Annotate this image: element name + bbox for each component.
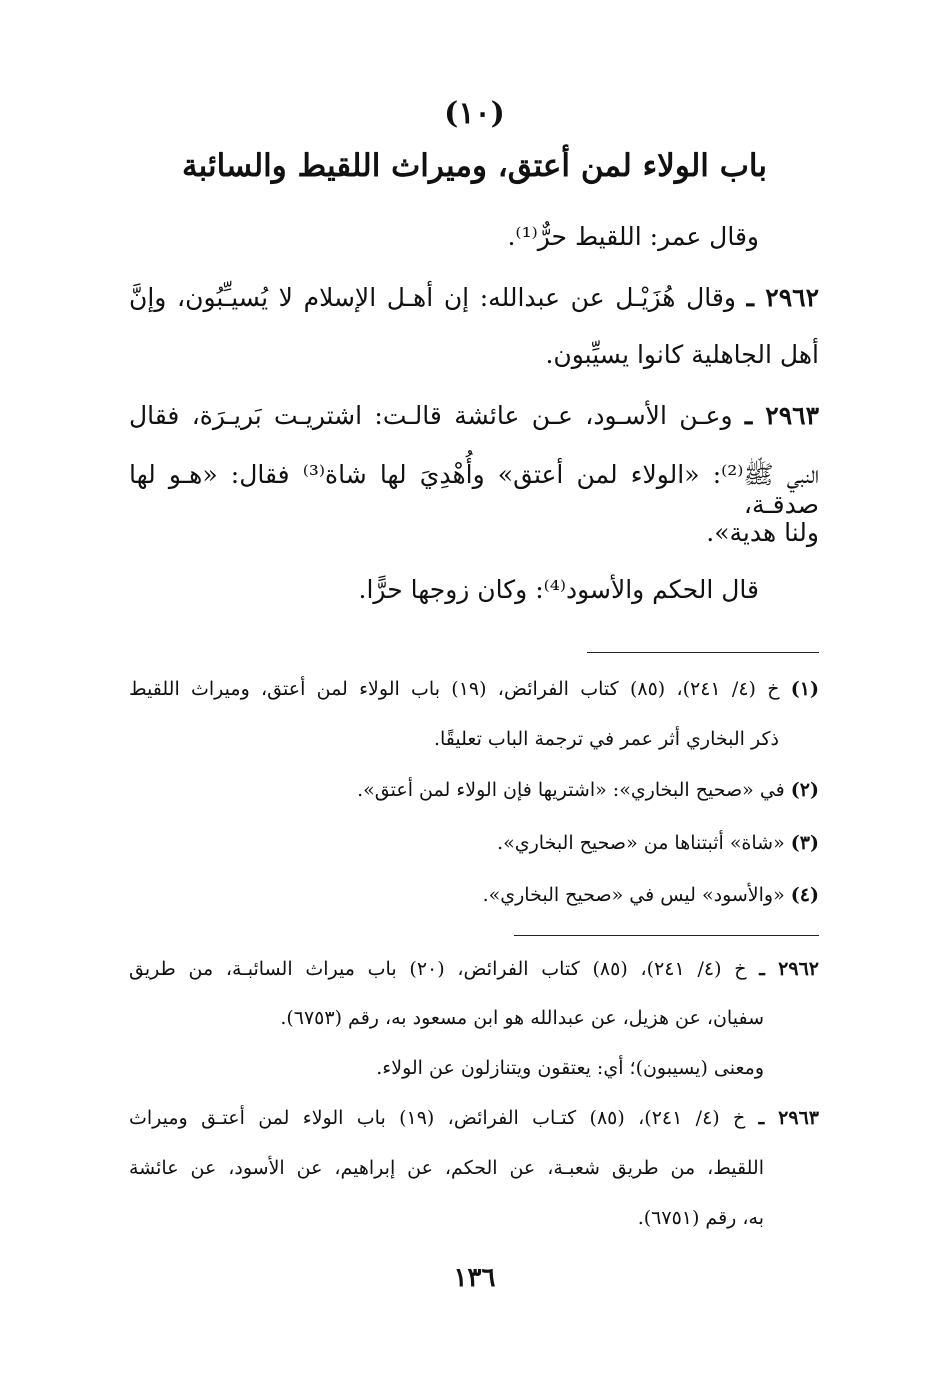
footnote-marker: (١)	[790, 678, 819, 700]
footnote-4	[483, 884, 819, 907]
hadith-2963-line3: ولنا هدية».	[706, 518, 819, 547]
footnote-text: «شاة» أثبتناها من «صحيح البخاري».	[497, 832, 785, 854]
chapter-number: (١٠)	[444, 96, 505, 131]
hadith-number: ٢٩٦٢ ـ	[746, 283, 820, 312]
intro-line: وقال عمر: اللقيط حرٌّ⁽¹⁾.	[507, 222, 759, 251]
footnote-3	[497, 832, 819, 855]
takhrij-2962-line1	[129, 958, 819, 981]
hadith-2962-line2: أهل الجاهلية كانوا يسيِّبون.	[545, 340, 819, 369]
takhrij-text: خ (٤/ ٢٤١)، (٨٥) كتاب الفرائض، (٢٠) باب ميراث السائبـة، من طريق	[129, 958, 747, 980]
takhrij-text: خ (٤/ ٢٤١)، (٨٥) كتـاب الفرائض، (١٩) باب الولاء لمن أعتـق وميراث	[129, 1107, 746, 1129]
takhrij-number: ٢٩٦٢ ـ	[759, 958, 819, 980]
takhrij-2963-line2: اللقيط، من طريق شعبـة، عن الحكم، عن إبراهيم، عن الأسود، عن عائشة	[129, 1157, 764, 1179]
footnote-separator	[587, 652, 819, 653]
takhrij-2962-line2: سفيان، عن هزيل، عن عبدالله هو ابن مسعود به، رقم (٦٧٥٣).	[280, 1007, 764, 1029]
hadith-text: وعـن الأسـود، عـن عائشة قالـت: اشتريـت بَريـرَة، فقال	[129, 401, 733, 430]
footnote-2	[357, 779, 819, 802]
hadith-2963-line2: النبي ﷺ⁽²⁾: «الولاء لمن أعتق» وأُهْدِيَ لها شاة⁽³⁾ فقال: «هـو لها صدقـة،	[129, 460, 820, 519]
takhrij-2962-line3: ومعنى (يسيبون)؛ أي: يعتقون ويتنازلون عن الولاء.	[376, 1057, 764, 1079]
chapter-title: باب الولاء لمن أعتق، وميراث اللقيط والسائبة	[182, 148, 767, 184]
hadith-number: ٢٩٦٣ ـ	[744, 401, 820, 430]
hadith-text: وقال هُزَيْـل عن عبدالله: إن أهـل الإسلام لا يُسيـِّبُون، وإنَّ	[129, 283, 736, 312]
footnote-text: في «صحيح البخاري»: «اشتريها فإن الولاء لمن أعتق».	[357, 779, 785, 801]
hadith-2963-line1	[129, 401, 819, 431]
page-number: ١٣٦	[453, 1263, 496, 1293]
footnote-text: خ (٤/ ٢٤١)، (٨٥) كتاب الفرائض، (١٩) باب الولاء لمن أعتق، وميراث اللقيط	[129, 678, 780, 700]
takhrij-2963-line1	[129, 1107, 819, 1130]
takhrij-separator	[514, 935, 819, 936]
closing-line: قال الحكم والأسود⁽⁴⁾: وكان زوجها حرًّا.	[358, 575, 759, 604]
footnote-1-line1	[129, 678, 819, 701]
footnote-text: «والأسود» ليس في «صحيح البخاري».	[482, 884, 785, 906]
hadith-2962-line1	[129, 283, 819, 313]
footnote-marker: (٣)	[790, 832, 819, 854]
footnote-1-line2: ذكر البخاري أثر عمر في ترجمة الباب تعليقًا.	[433, 728, 779, 750]
takhrij-2963-line3: به، رقم (٦٧٥١).	[637, 1207, 764, 1229]
footnote-marker: (٢)	[790, 779, 819, 801]
takhrij-number: ٢٩٦٣ ـ	[758, 1107, 819, 1129]
footnote-marker: (٤)	[790, 884, 819, 906]
